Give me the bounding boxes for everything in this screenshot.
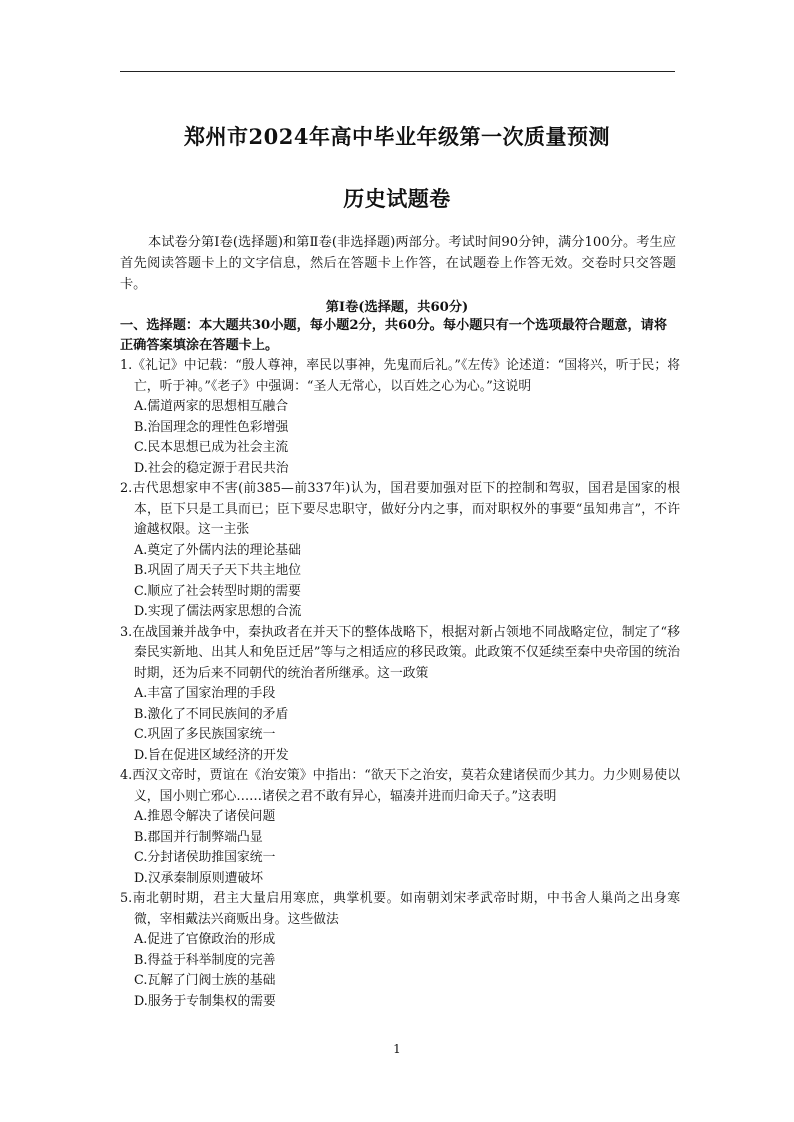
option-c: C.顺应了社会转型时期的需要 xyxy=(134,583,301,599)
option-b: B.激化了不同民族间的矛盾 xyxy=(134,706,289,722)
option-c: C.瓦解了门阀士族的基础 xyxy=(134,973,276,988)
header-rule xyxy=(120,71,675,72)
option-d: D.旨在促进区域经济的开发 xyxy=(134,747,289,763)
option-a: A.奠定了外儒内法的理论基础 xyxy=(134,542,301,558)
section-instruction: 一、选择题：本大题共30小题，每小题2分，共60分。每小题只有一个选项最符合题意，请将正确答案填涂在答题卡上。 xyxy=(120,318,668,353)
exam-instructions: 本试卷分第Ⅰ卷(选择题)和第Ⅱ卷(非选择题)两部分。考试时间90分钟，满分100分。考生应首先阅读答题卡上的文字信息，然后在答题卡上作答，在试题卷上作答无效。交卷时只交答题卡。 xyxy=(120,235,676,292)
option-d: D.服务于专制集权的需要 xyxy=(134,993,276,1009)
option-c: C.巩固了多民族国家统一 xyxy=(134,727,276,742)
option-a: A.丰富了国家治理的手段 xyxy=(134,686,276,701)
option-c: C.分封诸侯助推国家统一 xyxy=(134,850,276,865)
option-b: B.得益于科举制度的完善 xyxy=(134,952,276,968)
question-list xyxy=(120,356,680,1012)
option-a: A.儒道两家的思想相互融合 xyxy=(134,399,289,414)
question xyxy=(120,766,680,889)
question-stem: 4.西汉文帝时，贾谊在《治安策》中指出：“欲天下之治安，莫若众建诸侯而少其力。力少则易使以义，国小则亡邪心……诸侯之君不敢有异心，辐凑并进而归命天子。”这表明 xyxy=(120,768,680,804)
option-b: B.巩固了周天子天下共主地位 xyxy=(134,563,302,578)
option-b: B.郡国并行制弊端凸显 xyxy=(134,829,263,845)
option-d: D.社会的稳定源于君民共治 xyxy=(134,460,289,476)
question-stem: 5.南北朝时期，君主大量启用寒庶，典掌机要。如南朝刘宋孝武帝时期，中书舍人巢尚之出身寒微，宰相戴法兴商贩出身。这些做法 xyxy=(120,891,680,927)
option-c: C.民本思想已成为社会主流 xyxy=(134,440,289,455)
part-title: 第Ⅰ卷(选择题，共60分) xyxy=(325,300,469,315)
option-b: B.治国理念的理性色彩增强 xyxy=(134,419,289,435)
exam-title: 郑州市2024年高中毕业年级第一次质量预测 xyxy=(184,124,610,149)
option-d: D.实现了儒法两家思想的合流 xyxy=(134,604,302,619)
question-stem: 3.在战国兼并战争中，秦执政者在并天下的整体战略下，根据对新占领地不同战略定位，制定了“移秦民实新地、出其人和免臣迁居”等与之相适应的移民政策。此政策不仅延续至秦中央帝国的统治时期，还为后来不同朝代的统治者所继承。这一政策 xyxy=(120,624,680,681)
option-a: A.推恩令解决了诸侯问题 xyxy=(134,809,276,824)
question xyxy=(120,479,680,623)
question-stem: 2.古代思想家申不害(前385—前337年)认为，国君要加强对臣下的控制和驾驭，国君是国家的根本，臣下只是工具而已；臣下要尽忠职守，做好分内之事，而对职权外的事要“虽知弗言”，不许逾越权限。这一主张 xyxy=(120,481,680,537)
question xyxy=(120,356,680,479)
exam-subtitle: 历史试题卷 xyxy=(343,186,451,211)
question-stem: 1.《礼记》中记载：“殷人尊神，率民以事神，先鬼而后礼。”《左传》论述道：“国将兴，听于民；将亡，听于神。”《老子》中强调：“圣人无常心，以百姓之心为心。”这说明 xyxy=(120,358,680,394)
page-number: 1 xyxy=(393,1042,401,1056)
option-d: D.汉承秦制原则遭破坏 xyxy=(134,870,264,886)
question xyxy=(120,889,680,1012)
option-a: A.促进了官僚政治的形成 xyxy=(134,932,276,947)
question xyxy=(120,623,680,767)
